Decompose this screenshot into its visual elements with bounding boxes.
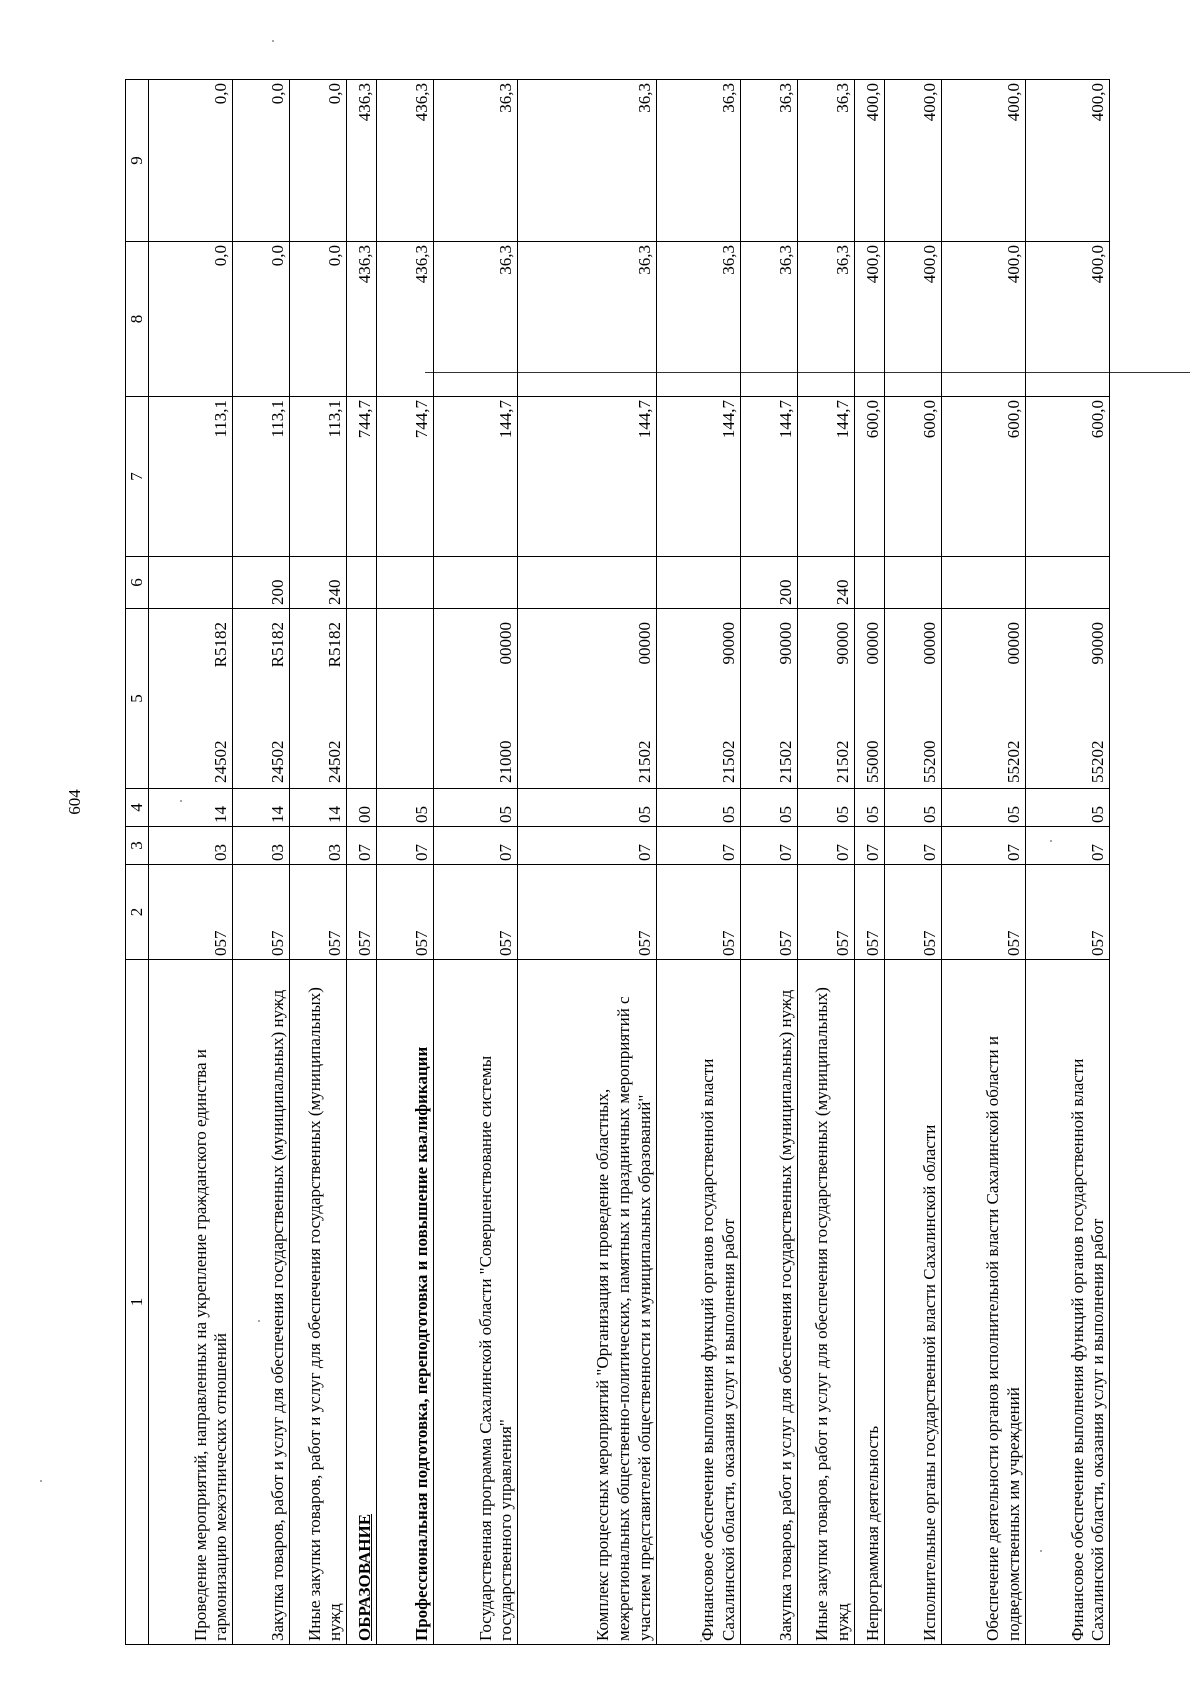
subsection-cell: 14 — [290, 789, 347, 827]
row-name-cell: Профессиональная подготовка, переподготовка и повышение квалификации — [376, 960, 433, 1645]
amount-col9-cell: 400,0 — [884, 80, 941, 242]
subsection-cell: 00 — [347, 789, 377, 827]
subsection-cell: 05 — [941, 789, 1025, 827]
gov-code-cell: 057 — [233, 865, 290, 960]
subsection-cell: 05 — [740, 789, 797, 827]
target-article-part-b: R5182 — [268, 622, 288, 668]
target-article-part-a: 55202 — [1004, 740, 1023, 783]
gov-code-cell: 057 — [740, 865, 797, 960]
subsection-cell: 05 — [376, 789, 433, 827]
amount-col9-cell: 400,0 — [1025, 80, 1109, 242]
target-article-part-b: 00000 — [634, 622, 654, 665]
section-cell: 07 — [518, 827, 657, 865]
expense-type-cell — [433, 557, 517, 609]
table-row — [433, 80, 517, 1645]
amount-col9-cell: 36,3 — [518, 80, 657, 242]
amount-col9-cell: 0,0 — [290, 80, 347, 242]
row-name-cell: Комплекс процессных мероприятий "Организация и проведение областных, межрегиональных общественно-политических, памятных и праздничных мероприятий с участием представителей общественности и муниципальных образований" — [518, 960, 657, 1645]
target-article-cell — [290, 609, 347, 789]
target-article-part-b: 90000 — [1088, 622, 1108, 665]
amount-col9-cell: 400,0 — [854, 80, 884, 242]
gov-code-cell: 057 — [656, 865, 740, 960]
table-row — [233, 80, 290, 1645]
header-cell: 5 — [126, 609, 149, 789]
section-cell: 03 — [290, 827, 347, 865]
amount-col7-cell: 144,7 — [740, 397, 797, 557]
expense-type-cell: 200 — [740, 557, 797, 609]
gov-code-cell: 057 — [1025, 865, 1109, 960]
target-article-cell — [884, 609, 941, 789]
target-article-part-b: 90000 — [833, 622, 853, 665]
section-cell: 03 — [149, 827, 233, 865]
table-body — [149, 80, 1110, 1645]
table-row — [1025, 80, 1109, 1645]
target-article-cell — [376, 609, 433, 789]
rotated-table-wrapper — [125, 80, 1110, 1645]
section-cell: 07 — [347, 827, 377, 865]
header-cell: 2 — [126, 865, 149, 960]
amount-col7-cell: 600,0 — [854, 397, 884, 557]
gov-code-cell: 057 — [290, 865, 347, 960]
row-name-cell: ОБРАЗОВАНИЕ — [347, 960, 377, 1645]
section-cell: 07 — [941, 827, 1025, 865]
row-name-cell: Иные закупки товаров, работ и услуг для обеспечения государственных (муниципальных) нужд — [290, 960, 347, 1645]
expense-type-cell — [1025, 557, 1109, 609]
budget-table — [125, 79, 1110, 1645]
target-article-pair — [863, 612, 884, 785]
expense-type-cell: 240 — [797, 557, 854, 609]
target-article-part-b: 00000 — [1004, 622, 1023, 665]
expense-type-cell — [854, 557, 884, 609]
target-article-cell — [518, 609, 657, 789]
table-row — [941, 80, 1025, 1645]
expense-type-cell — [941, 557, 1025, 609]
header-cell: 8 — [126, 242, 149, 397]
target-article-part-a: 21502 — [776, 740, 796, 783]
expense-type-cell — [656, 557, 740, 609]
table-row — [797, 80, 854, 1645]
target-article-cell — [233, 609, 290, 789]
amount-col7-cell: 113,1 — [149, 397, 233, 557]
section-cell: 07 — [376, 827, 433, 865]
amount-col7-cell: 600,0 — [1025, 397, 1109, 557]
table-row — [518, 80, 657, 1645]
target-article-cell — [854, 609, 884, 789]
target-article-cell — [149, 609, 233, 789]
target-article-cell — [797, 609, 854, 789]
amount-col7-cell: 744,7 — [376, 397, 433, 557]
header-cell: 9 — [126, 80, 149, 242]
target-article-part-a: 24502 — [268, 740, 288, 783]
expense-type-cell — [376, 557, 433, 609]
target-article-part-b: 90000 — [776, 622, 796, 665]
table-row — [149, 80, 233, 1645]
section-cell: 07 — [433, 827, 517, 865]
target-article-pair — [776, 612, 797, 785]
target-article-pair — [268, 612, 289, 785]
amount-col8-cell: 36,3 — [797, 242, 854, 397]
target-article-pair — [1088, 612, 1109, 785]
expense-type-cell — [884, 557, 941, 609]
gov-code-cell: 057 — [518, 865, 657, 960]
subsection-cell: 05 — [656, 789, 740, 827]
row-name-cell: Непрограммная деятельность — [854, 960, 884, 1645]
amount-col7-cell: 113,1 — [290, 397, 347, 557]
amount-col9-cell: 36,3 — [656, 80, 740, 242]
row-name-cell: Закупка товаров, работ и услуг для обеспечения государственных (муниципальных) нужд — [740, 960, 797, 1645]
target-article-cell — [1025, 609, 1109, 789]
target-article-part-b: 00000 — [862, 622, 882, 665]
target-article-part-a: 55200 — [919, 740, 939, 783]
row-name-cell: Финансовое обеспечение выполнения функций органов государственной власти Сахалинской области, оказания услуг и выполнения работ — [656, 960, 740, 1645]
target-article-part-b: R5182 — [211, 622, 231, 668]
amount-col7-cell: 144,7 — [433, 397, 517, 557]
target-article-part-b: 00000 — [496, 622, 516, 665]
amount-col8-cell: 436,3 — [347, 242, 377, 397]
subsection-cell: 05 — [518, 789, 657, 827]
expense-type-cell: 200 — [233, 557, 290, 609]
gov-code-cell: 057 — [376, 865, 433, 960]
amount-col7-cell: 113,1 — [233, 397, 290, 557]
subsection-cell: 05 — [854, 789, 884, 827]
target-article-part-b: R5182 — [325, 622, 345, 668]
target-article-pair — [833, 612, 854, 785]
section-cell: 07 — [854, 827, 884, 865]
target-article-pair — [496, 612, 517, 785]
target-article-cell — [656, 609, 740, 789]
row-name-cell: Проведение мероприятий, направленных на укрепление гражданского единства и гармонизацию межэтнических отношений — [149, 960, 233, 1645]
header-cell: 7 — [126, 397, 149, 557]
row-name-cell: Иные закупки товаров, работ и услуг для обеспечения государственных (муниципальных) нужд — [797, 960, 854, 1645]
target-article-part-b: 00000 — [919, 622, 939, 665]
expense-type-cell — [149, 557, 233, 609]
target-article-part-a: 24502 — [325, 740, 345, 783]
header-row — [126, 80, 149, 1645]
expense-type-cell: 240 — [290, 557, 347, 609]
amount-col7-cell: 144,7 — [797, 397, 854, 557]
target-article-part-a: 21502 — [634, 740, 654, 783]
gov-code-cell: 057 — [854, 865, 884, 960]
amount-col8-cell: 400,0 — [854, 242, 884, 397]
amount-col8-cell: 36,3 — [656, 242, 740, 397]
subsection-cell: 14 — [233, 789, 290, 827]
target-article-pair — [719, 612, 740, 785]
expense-type-cell — [518, 557, 657, 609]
amount-col9-cell: 436,3 — [347, 80, 377, 242]
gov-code-cell: 057 — [149, 865, 233, 960]
table-row — [854, 80, 884, 1645]
section-cell: 07 — [656, 827, 740, 865]
row-name-cell: Государственная программа Сахалинской области "Совершенствование системы государственного управления" — [433, 960, 517, 1645]
target-article-pair — [635, 612, 656, 785]
row-name-cell: Закупка товаров, работ и услуг для обеспечения государственных (муниципальных) нужд — [233, 960, 290, 1645]
amount-col8-cell: 0,0 — [233, 242, 290, 397]
gov-code-cell: 057 — [884, 865, 941, 960]
section-cell: 07 — [740, 827, 797, 865]
amount-col8-cell: 400,0 — [941, 242, 1025, 397]
section-cell: 07 — [797, 827, 854, 865]
subsection-cell: 05 — [884, 789, 941, 827]
target-article-part-a: 21502 — [719, 740, 739, 783]
subsection-cell: 05 — [1025, 789, 1109, 827]
target-article-part-b: 90000 — [719, 622, 739, 665]
table-row — [347, 80, 377, 1645]
target-article-part-a: 55202 — [1088, 740, 1108, 783]
amount-col9-cell: 436,3 — [376, 80, 433, 242]
target-article-pair — [211, 612, 232, 785]
amount-col7-cell: 600,0 — [941, 397, 1025, 557]
amount-col8-cell: 400,0 — [1025, 242, 1109, 397]
amount-col8-cell: 36,3 — [740, 242, 797, 397]
amount-col7-cell: 600,0 — [884, 397, 941, 557]
target-article-pair — [1004, 612, 1025, 785]
header-cell: 6 — [126, 557, 149, 609]
row-name-cell: Исполнительные органы государственной власти Сахалинской области — [884, 960, 941, 1645]
target-article-cell — [433, 609, 517, 789]
target-article-cell — [740, 609, 797, 789]
amount-col7-cell: 744,7 — [347, 397, 377, 557]
target-article-pair — [325, 612, 346, 785]
target-article-cell — [347, 609, 377, 789]
amount-col8-cell: 36,3 — [518, 242, 657, 397]
target-article-part-a: 21502 — [833, 740, 853, 783]
amount-col7-cell: 144,7 — [656, 397, 740, 557]
table-row — [290, 80, 347, 1645]
target-article-part-a: 24502 — [211, 740, 231, 783]
amount-col8-cell: 400,0 — [884, 242, 941, 397]
target-article-cell — [941, 609, 1025, 789]
amount-col9-cell: 36,3 — [433, 80, 517, 242]
target-article-pair — [920, 612, 941, 785]
section-cell: 07 — [884, 827, 941, 865]
table-row — [656, 80, 740, 1645]
header-cell: 4 — [126, 789, 149, 827]
gov-code-cell: 057 — [347, 865, 377, 960]
target-article-part-a: 21000 — [496, 740, 516, 783]
amount-col8-cell: 436,3 — [376, 242, 433, 397]
amount-col8-cell: 0,0 — [290, 242, 347, 397]
subsection-cell: 14 — [149, 789, 233, 827]
section-cell: 07 — [1025, 827, 1109, 865]
amount-col8-cell: 0,0 — [149, 242, 233, 397]
header-cell: 3 — [126, 827, 149, 865]
amount-col9-cell: 36,3 — [740, 80, 797, 242]
subsection-cell: 05 — [433, 789, 517, 827]
table-row — [376, 80, 433, 1645]
row-name-cell: Обеспечение деятельности органов исполнительной власти Сахалинской области и подведомственных им учреждений — [941, 960, 1025, 1645]
amount-col9-cell: 0,0 — [149, 80, 233, 242]
expense-type-cell — [347, 557, 377, 609]
amount-col9-cell: 0,0 — [233, 80, 290, 242]
amount-col9-cell: 400,0 — [941, 80, 1025, 242]
amount-col9-cell: 36,3 — [797, 80, 854, 242]
target-article-part-a: 55000 — [862, 740, 882, 783]
table-row — [740, 80, 797, 1645]
subsection-cell: 05 — [797, 789, 854, 827]
amount-col7-cell: 144,7 — [518, 397, 657, 557]
table-row — [884, 80, 941, 1645]
section-cell: 03 — [233, 827, 290, 865]
row-name-cell: Финансовое обеспечение выполнения функций органов государственной власти Сахалинской области, оказания услуг и выполнения работ — [1025, 960, 1109, 1645]
gov-code-cell: 057 — [797, 865, 854, 960]
page-number: 604 — [65, 789, 84, 815]
gov-code-cell: 057 — [433, 865, 517, 960]
amount-col8-cell: 36,3 — [433, 242, 517, 397]
gov-code-cell: 057 — [941, 865, 1025, 960]
header-cell: 1 — [126, 960, 149, 1645]
